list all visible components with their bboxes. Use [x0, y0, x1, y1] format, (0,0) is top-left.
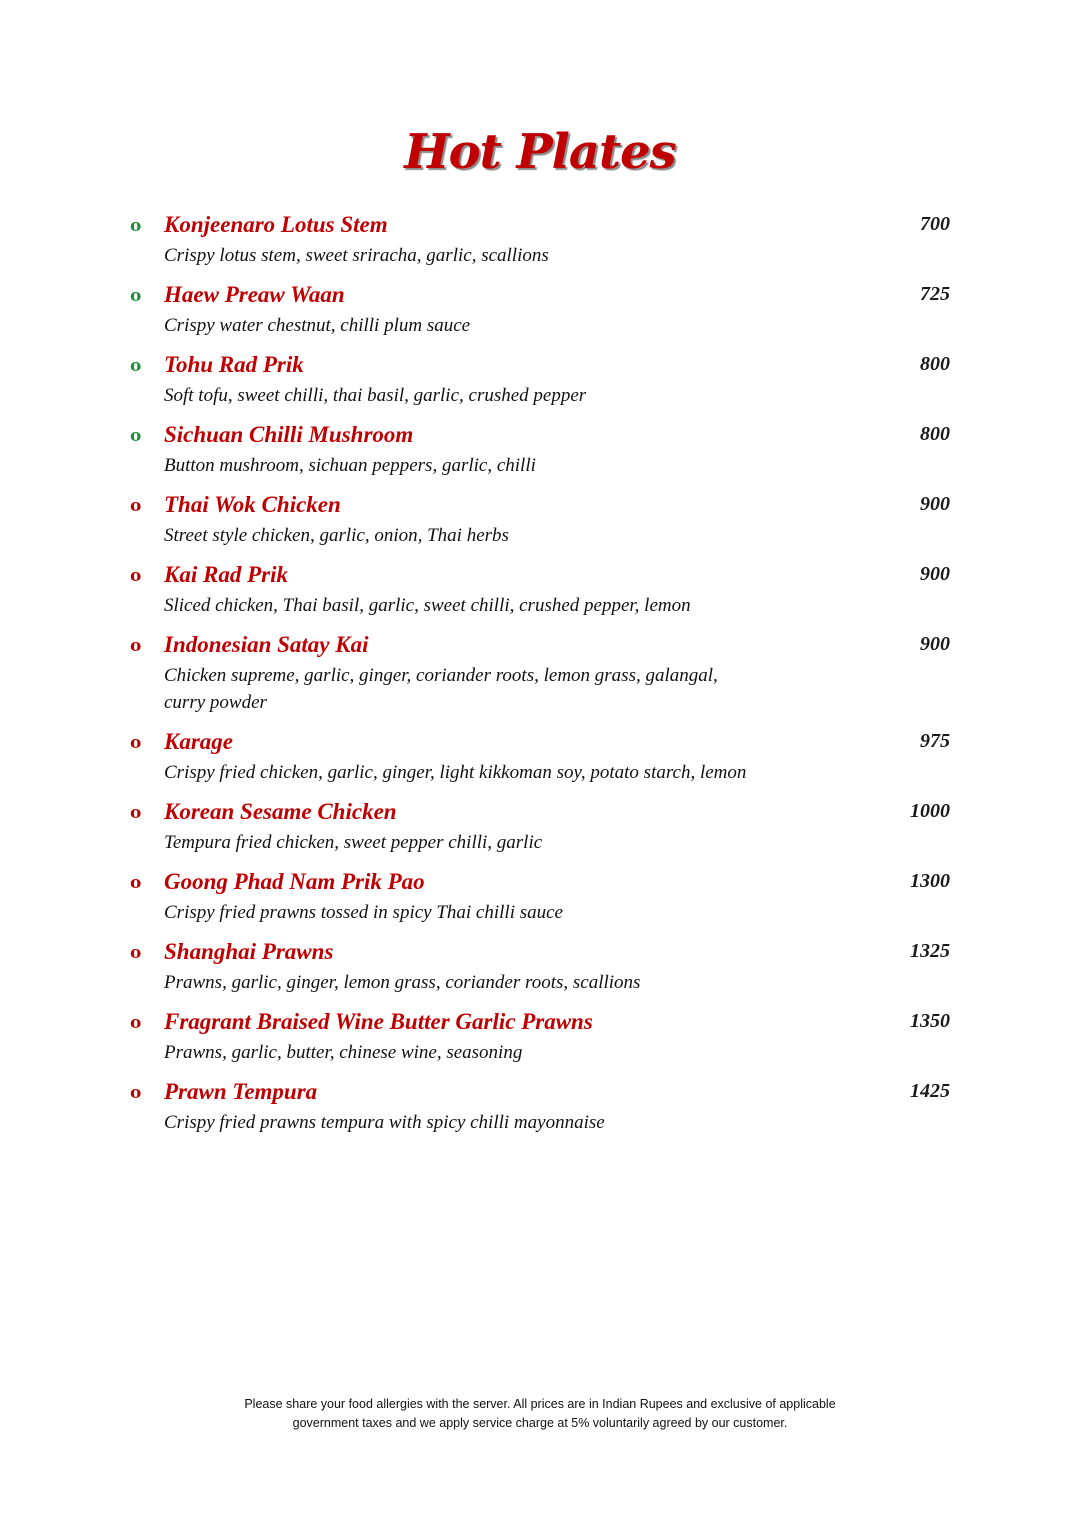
- item-price: 800: [920, 423, 950, 445]
- item-price: 1300: [910, 870, 950, 892]
- item-price: 725: [920, 283, 950, 305]
- nonveg-marker-icon: o: [130, 1013, 142, 1033]
- item-name: Shanghai Prawns: [164, 939, 334, 964]
- menu-item: [0, 1006, 1080, 1076]
- item-description: Crispy lotus stem, sweet sriracha, garlic, scallions: [164, 245, 549, 266]
- nonveg-marker-icon: o: [130, 803, 142, 823]
- nonveg-marker-icon: o: [130, 1083, 142, 1103]
- menu-item: [0, 419, 1080, 489]
- item-name: Konjeenaro Lotus Stem: [164, 212, 388, 237]
- item-price: 1325: [910, 940, 950, 962]
- item-name: Prawn Tempura: [164, 1079, 318, 1104]
- item-price: 900: [920, 633, 950, 655]
- item-name: Karage: [164, 729, 233, 754]
- item-price: 975: [920, 730, 950, 752]
- item-name: Indonesian Satay Kai: [164, 632, 369, 657]
- item-price: 1350: [910, 1010, 950, 1032]
- menu-item: [0, 559, 1080, 629]
- menu-item: [0, 796, 1080, 866]
- item-name: Thai Wok Chicken: [164, 492, 341, 517]
- veg-marker-icon: o: [130, 356, 142, 376]
- menu-item: [0, 349, 1080, 419]
- item-description: Street style chicken, garlic, onion, Thai herbs: [164, 525, 509, 546]
- item-name: Haew Preaw Waan: [164, 282, 345, 307]
- item-name: Sichuan Chilli Mushroom: [164, 422, 414, 447]
- item-name: Fragrant Braised Wine Butter Garlic Prawns: [164, 1009, 593, 1034]
- item-price: 1000: [910, 800, 950, 822]
- menu-item: [0, 209, 1080, 279]
- nonveg-marker-icon: o: [130, 943, 142, 963]
- item-price: 900: [920, 493, 950, 515]
- footer-note: [180, 1395, 900, 1433]
- item-description: Button mushroom, sichuan peppers, garlic, chilli: [164, 455, 536, 476]
- item-name: Goong Phad Nam Prik Pao: [164, 869, 425, 894]
- menu-item: [0, 489, 1080, 559]
- menu-item: [0, 1076, 1080, 1146]
- item-price: 800: [920, 353, 950, 375]
- menu-item: [0, 936, 1080, 1006]
- item-price: 700: [920, 213, 950, 235]
- item-price: 1425: [910, 1080, 950, 1102]
- item-description: Sliced chicken, Thai basil, garlic, sweet chilli, crushed pepper, lemon: [164, 595, 691, 616]
- item-name: Tohu Rad Prik: [164, 352, 304, 377]
- nonveg-marker-icon: o: [130, 733, 142, 753]
- page-title: Hot Plates: [404, 124, 676, 180]
- item-description: Crispy water chestnut, chilli plum sauce: [164, 315, 471, 336]
- veg-marker-icon: o: [130, 286, 142, 306]
- item-name: Kai Rad Prik: [164, 562, 288, 587]
- item-price: 900: [920, 563, 950, 585]
- item-description: Crispy fried prawns tossed in spicy Thai chilli sauce: [164, 902, 563, 923]
- menu-item: [0, 279, 1080, 349]
- veg-marker-icon: o: [130, 216, 142, 236]
- footer-line: Please share your food allergies with the server. All prices are in Indian Rupees and exclusive of applicable: [244, 1397, 836, 1411]
- nonveg-marker-icon: o: [130, 496, 142, 516]
- menu-item: [0, 629, 1080, 726]
- menu-list: [0, 209, 1080, 1146]
- item-description: Soft tofu, sweet chilli, thai basil, garlic, crushed pepper: [164, 385, 587, 406]
- nonveg-marker-icon: o: [130, 873, 142, 893]
- item-description: Crispy fried chicken, garlic, ginger, light kikkoman soy, potato starch, lemon: [164, 762, 747, 783]
- nonveg-marker-icon: o: [130, 636, 142, 656]
- veg-marker-icon: o: [130, 426, 142, 446]
- item-description: Crispy fried prawns tempura with spicy chilli mayonnaise: [164, 1112, 605, 1133]
- item-name: Korean Sesame Chicken: [164, 799, 397, 824]
- item-description: Chicken supreme, garlic, ginger, coriander roots, lemon grass, galangal, curry powder: [164, 665, 718, 713]
- menu-item: [0, 726, 1080, 796]
- nonveg-marker-icon: o: [130, 566, 142, 586]
- item-description: Prawns, garlic, butter, chinese wine, seasoning: [164, 1042, 523, 1063]
- item-description: Tempura fried chicken, sweet pepper chilli, garlic: [164, 832, 543, 853]
- item-description: Prawns, garlic, ginger, lemon grass, coriander roots, scallions: [164, 972, 641, 993]
- menu-item: [0, 866, 1080, 936]
- footer-line: government taxes and we apply service charge at 5% voluntarily agreed by our customer.: [292, 1416, 788, 1430]
